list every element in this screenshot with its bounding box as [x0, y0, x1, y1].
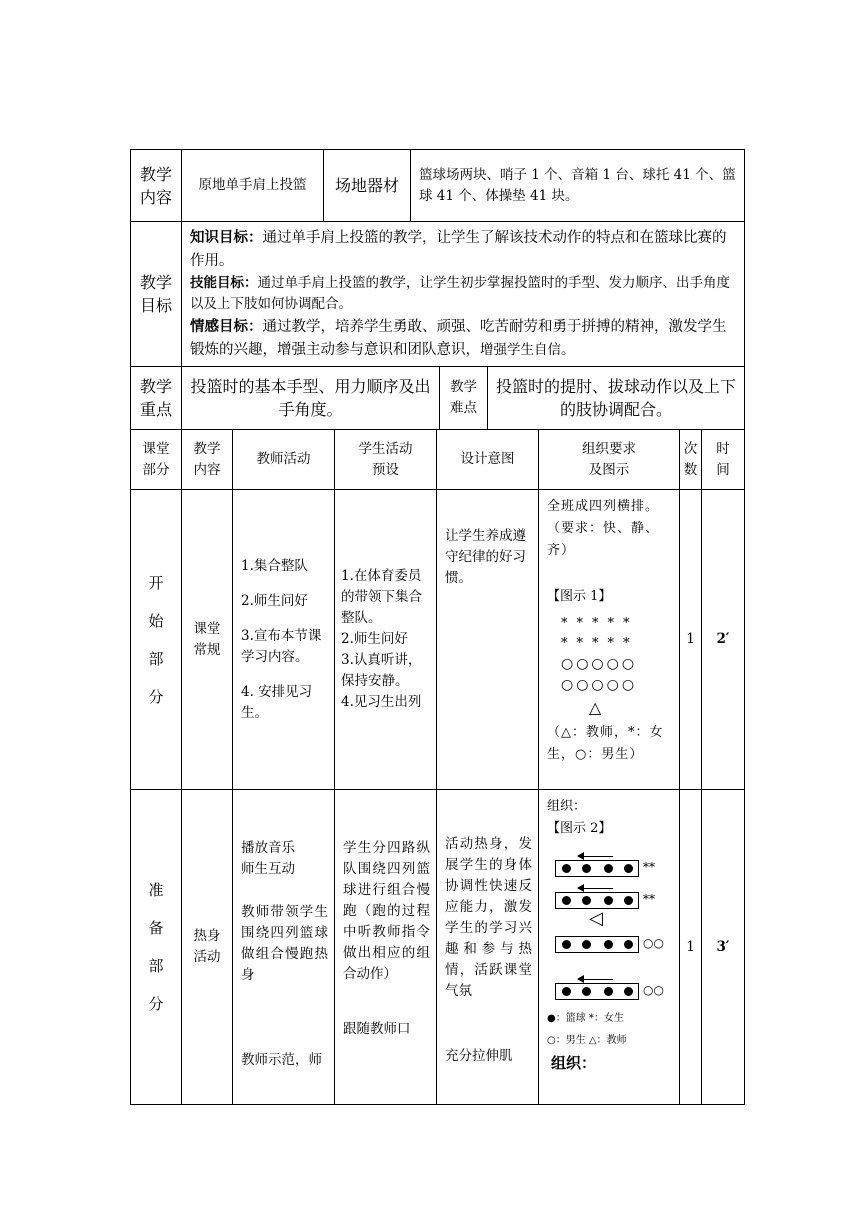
ball-icon: [562, 987, 571, 996]
lesson-process-table: [130, 429, 745, 1105]
header-intent: 设计意图: [437, 430, 539, 490]
ball-icon: [624, 864, 633, 873]
goal-emotion: 情感目标：通过教学，培养学生勇敢、顽强、吃苦耐劳和勇于拼搏的精神，激发学生锻炼的兴趣，增强主动参与意识和团队意识，增强学生自信。: [190, 318, 727, 358]
goal-skill: 技能目标：通过单手肩上投篮的教学，让学生初步掌握投篮时的手型、发力顺序、出手角度以及上下肢如何协调配合。: [190, 275, 730, 312]
start-content: 课堂 常规: [182, 490, 233, 790]
ball-lane: [555, 892, 639, 909]
ball-lane: [555, 860, 639, 877]
header-duration: 时 间: [702, 430, 745, 490]
prep-teacher: 播放音乐 师生互动 教师带领学生围绕四列篮球做组合慢跑热身 教师示范，师: [233, 790, 335, 1105]
male-row: ○○○○○: [561, 677, 638, 693]
ball-icon: [582, 896, 591, 905]
equipment-label: 场地器材: [324, 150, 411, 222]
ball-icon: [562, 864, 571, 873]
start-teacher: 1.集合整队 2.师生问好 3.宣布本节课学习内容。 4. 安排见习生。: [233, 490, 335, 790]
prep-section-row: [131, 790, 745, 1105]
start-section-row: [131, 490, 745, 790]
ball-icon: [604, 987, 613, 996]
ball-icon: [562, 896, 571, 905]
prep-intent: 活动热身，发展学生的身体协调性快速反应能力，激发学生的学习兴趣和参与热情，活跃课堂气氛 充分拉伸肌: [437, 790, 539, 1105]
ball-icon: [604, 864, 613, 873]
prep-times: 1: [680, 790, 702, 1105]
difficulty-label: 教学 难点: [440, 367, 488, 430]
arrow-icon: [579, 979, 613, 980]
header-organization: 组织要求 及图示: [539, 430, 680, 490]
figure-2-title: 【图示 2】: [547, 821, 612, 836]
warmup-diagram: ** ** ◁ ○○ ○○: [547, 846, 687, 1006]
goal-cell: [182, 222, 745, 367]
start-intent: 让学生养成遵守纪律的好习惯。: [437, 490, 539, 790]
start-section-label: 开 始 部 分: [131, 490, 182, 790]
arrow-icon: [579, 888, 613, 889]
prep-content: 热身 活动: [182, 790, 233, 1105]
ball-icon: [624, 896, 633, 905]
arrow-icon: [579, 856, 613, 857]
difficulty-value: 投篮时的提肘、拔球动作以及上下的肢协调配合。: [488, 367, 745, 430]
figure-1-title: 【图示 1】: [547, 589, 612, 604]
figure-1-legend: （△：教师，*：女生，○：男生）: [547, 725, 664, 762]
header-student: 学生活动 预设: [335, 430, 437, 490]
lesson-info-table: [130, 149, 745, 367]
formation-diagram-1: [547, 614, 701, 720]
ball-lane: [555, 936, 639, 953]
ball-icon: [582, 987, 591, 996]
start-organization: 全班成四列横排。（要求：快、静、齐） 【图示 1】 ***** ***** ○○○○○ ○○○○○ △ （△：教师，*：女生，○：男生）: [539, 490, 680, 790]
male-row: ○○○○○: [561, 656, 638, 672]
header-teacher: 教师活动: [233, 430, 335, 490]
ball-lane: [555, 983, 639, 1000]
female-row: *****: [561, 616, 639, 631]
start-duration: 2′: [702, 490, 745, 790]
prep-duration: 3′: [702, 790, 745, 1105]
prep-student: 学生分四路纵队围绕四列篮球进行组合慢跑（跑的过程中听教师指令做出相应的组合动作） 跟随教师口: [335, 790, 437, 1105]
ball-icon: [604, 896, 613, 905]
prep-organization: 组织： 【图示 2】 ** ** ◁ ○○ ○○ ●：篮球 *：女生 ○：男生 △：教师 组织：: [539, 790, 680, 1105]
header-row: [131, 430, 745, 490]
ball-icon: [604, 940, 613, 949]
ball-icon: [624, 940, 633, 949]
key-diff-table: [130, 366, 745, 430]
ball-icon: [624, 987, 633, 996]
goal-label: 教学 目标: [131, 222, 182, 367]
goal-knowledge: 知识目标：通过单手肩上投篮的教学，让学生了解该技术动作的特点和在篮球比赛的作用。: [190, 229, 727, 269]
equipment-value: 篮球场两块、哨子 1 个、音箱 1 台、球托 41 个、篮球 41 个、体操垫 41 块。: [411, 150, 745, 222]
figure-2-legend: ●：篮球 *：女生 ○：男生 △：教师: [547, 1013, 627, 1046]
key-value: 投篮时的基本手型、用力顺序及出手角度。: [182, 367, 440, 430]
header-times: 次 数: [680, 430, 702, 490]
header-content: 教学 内容: [182, 430, 233, 490]
content-label: 教学 内容: [131, 150, 182, 222]
start-times: 1: [680, 490, 702, 790]
header-section: 课堂 部分: [131, 430, 182, 490]
teacher-triangle-icon: △: [589, 698, 602, 717]
teacher-triangle-icon: ◁: [589, 908, 603, 929]
start-student: 1.在体育委员的带领下集合整队。 2.师生问好 3.认真听讲，保持安静。 4.见习生出列: [335, 490, 437, 790]
female-row: *****: [561, 636, 639, 651]
ball-icon: [582, 864, 591, 873]
ball-icon: [562, 940, 571, 949]
key-label: 教学 重点: [131, 367, 182, 430]
prep-section-label: 准 备 部 分: [131, 790, 182, 1105]
content-value: 原地单手肩上投篮: [182, 150, 324, 222]
ball-icon: [582, 940, 591, 949]
